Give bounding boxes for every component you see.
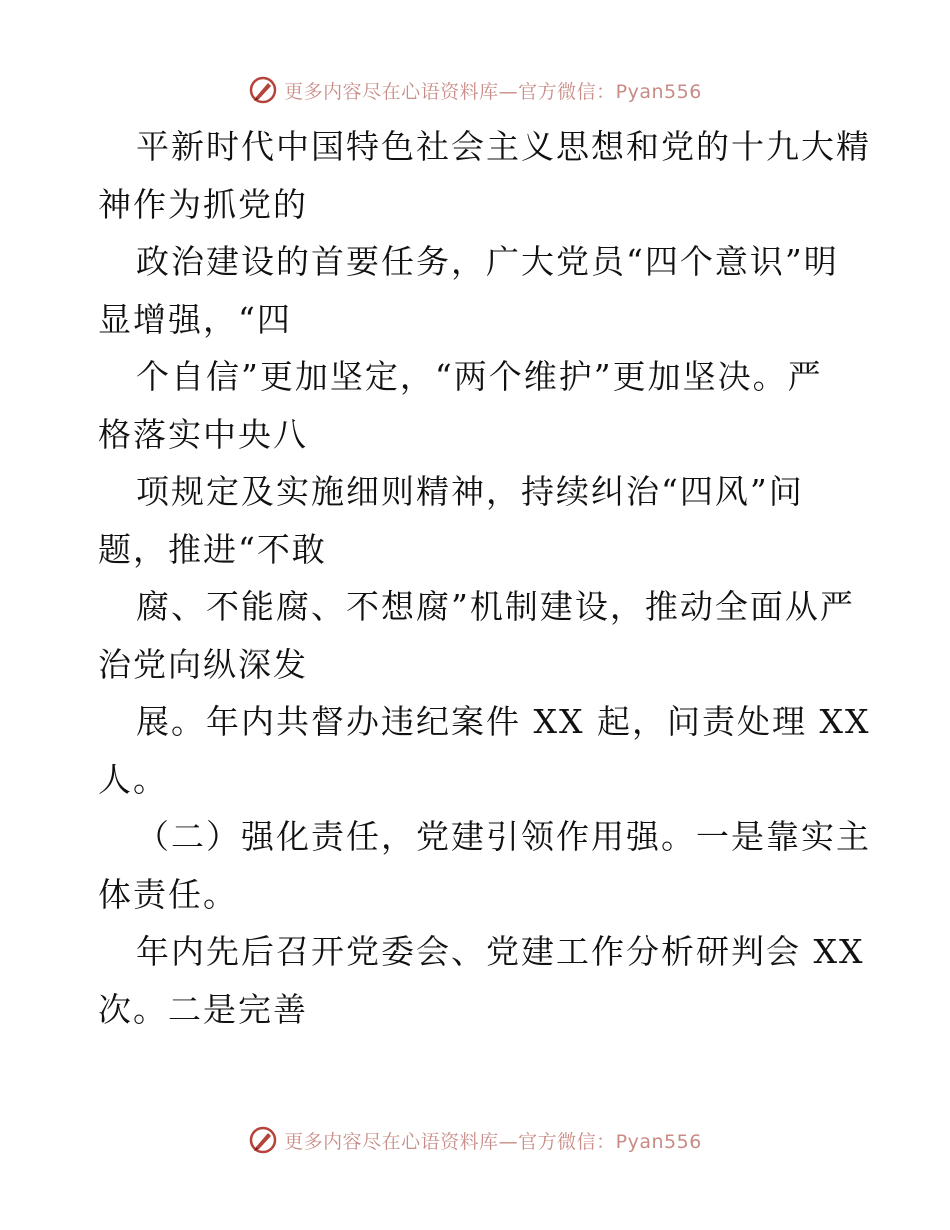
body-text-line: （二）强化责任，党建引领作用强。一是靠实主: [136, 817, 871, 856]
body-text-line: 治党向纵深发: [98, 644, 308, 684]
body-text-line: 个自信”更加坚定，“两个维护”更加坚决。严: [136, 357, 823, 396]
document-body: [98, 118, 871, 1038]
body-text-line: 政治建设的首要任务，广大党员“四个意识”明: [136, 242, 839, 281]
body-text-line: 格落实中央八: [98, 414, 308, 454]
pen-logo-icon: [248, 75, 278, 105]
pen-logo-icon: [248, 1125, 278, 1155]
body-text-line: 次。二是完善: [98, 989, 308, 1029]
body-text-line: 年内先后召开党委会、党建工作分析研判会 XX: [136, 932, 865, 971]
body-text-line: 项规定及实施细则精神，持续纠治“四风”问: [136, 472, 804, 511]
footer-banner: [0, 1120, 950, 1160]
body-text-line: 神作为抓党的: [98, 184, 308, 224]
header-banner-text: 更多内容尽在心语资料库—官方微信：Pyan556: [284, 80, 702, 103]
body-text-line: 题，推进“不敢: [98, 529, 327, 569]
body-text-line: 人。: [98, 759, 168, 799]
footer-banner-text: 更多内容尽在心语资料库—官方微信：Pyan556: [284, 1130, 702, 1153]
body-text-line: 展。年内共督办违纪案件 XX 起，问责处理 XX: [136, 702, 871, 741]
body-text-line: 平新时代中国特色社会主义思想和党的十九大精: [136, 127, 871, 166]
body-text-line: 显增强，“四: [98, 299, 292, 339]
body-text-line: 体责任。: [98, 874, 238, 914]
body-text-line: 腐、不能腐、不想腐”机制建设，推动全面从严: [136, 587, 855, 626]
header-banner: [0, 70, 950, 110]
